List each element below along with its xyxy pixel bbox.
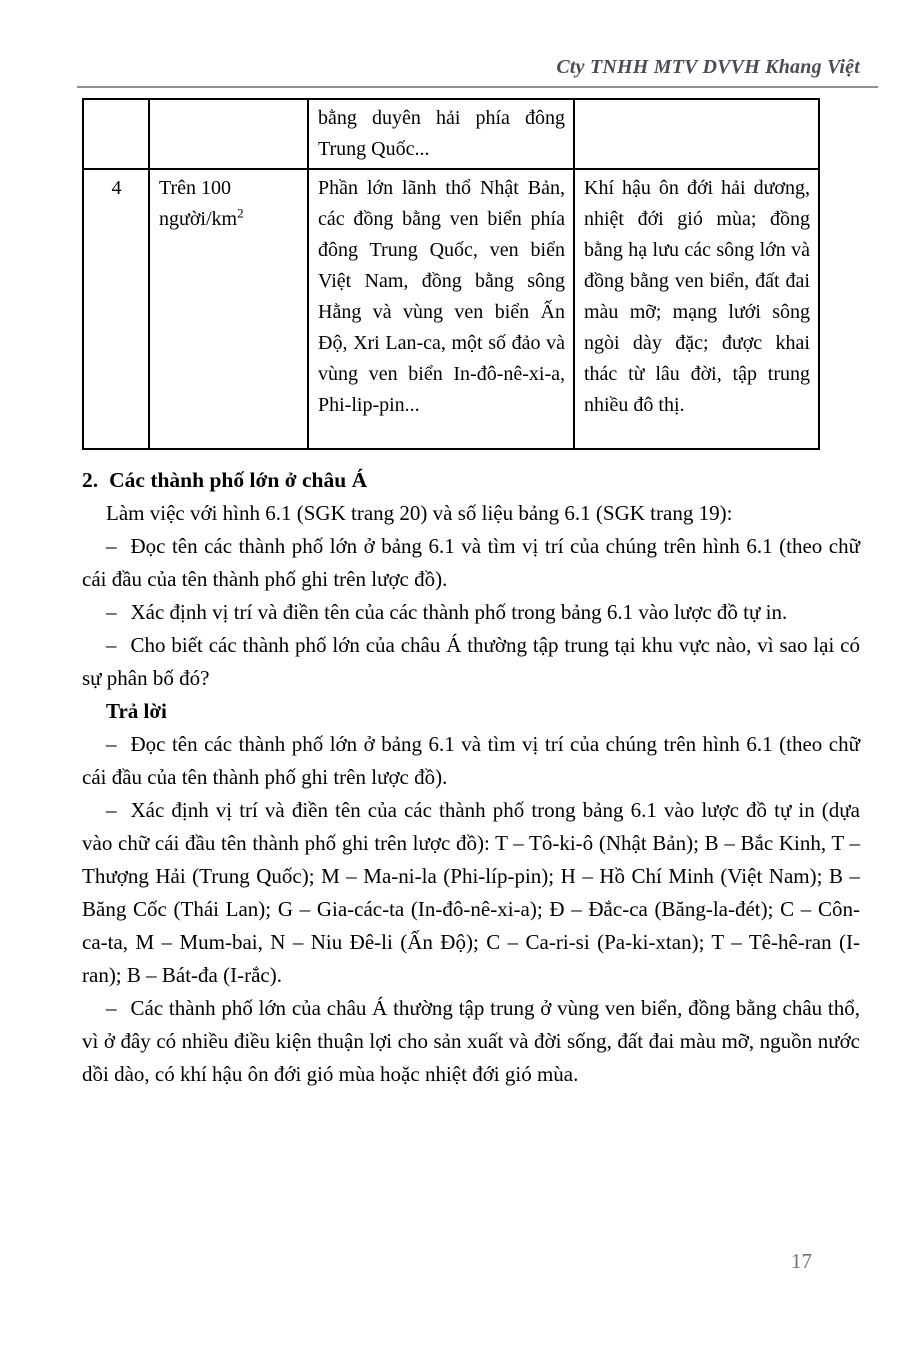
bullet-dash: –: [106, 534, 117, 558]
section-title: Các thành phố lớn ở châu Á: [109, 468, 368, 492]
page-header-brand: Cty TNHH MTV DVVH Khang Việt: [556, 56, 860, 78]
answer-bullet-1: [82, 728, 860, 794]
cell-row-number: [83, 99, 149, 169]
answer-heading: Trả lời: [106, 699, 167, 723]
bullet-text: Cho biết các thành phố lớn của châu Á thường tập trung tại khu vực nào, vì sao lại có sự phân bố đó?: [82, 633, 860, 690]
answer-bullet-2: [82, 794, 860, 992]
question-bullet-3: [82, 629, 860, 695]
bullet-text: Các thành phố lớn của châu Á thường tập trung ở vùng ven biển, đồng bằng châu thổ, vì ở đây có nhiều điều kiện thuận lợi cho sản xuất và đời sống, đất đai màu mỡ, nguồn nước dồi dào, có khí hậu ôn đới gió mùa hoặc nhiệt đới gió mùa.: [82, 996, 860, 1086]
table-row-4: [83, 169, 819, 449]
table-row-continuation: [83, 99, 819, 169]
section-2-heading: [82, 464, 860, 497]
cell-explanation: Khí hậu ôn đới hải dương, nhiệt đới gió mùa; đồng bằng hạ lưu các sông lớn và đồng bằng ven biển, đất đai màu mỡ; mạng lưới sông ngòi dày đặc; được khai thác từ lâu đời, tập trung nhiều đô thị.: [574, 169, 819, 449]
page-content: [82, 98, 860, 1091]
header-divider: [77, 86, 878, 88]
density-superscript: 2: [237, 205, 244, 221]
cell-row-number: 4: [83, 169, 149, 449]
bullet-dash: –: [106, 633, 117, 657]
bullet-dash: –: [106, 996, 117, 1020]
cell-density: [149, 169, 308, 449]
question-bullet-1: [82, 530, 860, 596]
population-density-table: [82, 98, 820, 450]
bullet-dash: –: [106, 600, 117, 624]
density-text: Trên 100 người/km: [159, 177, 238, 230]
cell-explanation: [574, 99, 819, 169]
cell-density: [149, 99, 308, 169]
bullet-text: Đọc tên các thành phố lớn ở bảng 6.1 và tìm vị trí của chúng trên hình 6.1 (theo chữ cái đầu của tên thành phố ghi trên lược đồ).: [82, 732, 860, 789]
bullet-dash: –: [106, 732, 117, 756]
question-bullet-2: [82, 596, 860, 629]
bullet-dash: –: [106, 798, 117, 822]
page-number: 17: [791, 1249, 812, 1273]
cell-distribution-areas: bằng duyên hải phía đông Trung Quốc...: [308, 99, 574, 169]
answer-bullet-3: [82, 992, 860, 1091]
section-number: 2.: [82, 468, 99, 492]
cell-distribution-areas: Phần lớn lãnh thổ Nhật Bản, các đồng bằng ven biển phía đông Trung Quốc, ven biển Việt Nam, đồng bằng sông Hằng và vùng ven biển Ấn Độ, Xri Lan-ca, một số đảo và vùng ven biển In-đô-nê-xi-a, Phi-lip-pin...: [308, 169, 574, 449]
bullet-text: Đọc tên các thành phố lớn ở bảng 6.1 và tìm vị trí của chúng trên hình 6.1 (theo chữ cái đầu của tên thành phố ghi trên lược đồ).: [82, 534, 860, 591]
bullet-text: Xác định vị trí và điền tên của các thành phố trong bảng 6.1 vào lược đồ tự in (dựa vào chữ cái đầu tên thành phố ghi trên lược đồ): T – Tô-ki-ô (Nhật Bản); B – Bắc Kinh, T – Thượng Hải (Trung Quốc); M – Ma-ni-la (Phi-líp-pin); H – Hồ Chí Minh (Việt Nam); B – Băng Cốc (Thái Lan); G – Gia-các-ta (In-đô-nê-xi-a); Đ – Đắc-ca (Băng-la-đét); C – Côn-ca-ta, M – Mum-bai, N – Niu Đê-li (Ấn Độ); C – Ca-ri-si (Pa-ki-xtan); T – Tê-hê-ran (I-ran); B – Bát-đa (I-rắc).: [82, 798, 860, 987]
bullet-text: Xác định vị trí và điền tên của các thành phố trong bảng 6.1 vào lược đồ tự in.: [130, 600, 788, 624]
section-intro: Làm việc với hình 6.1 (SGK trang 20) và số liệu bảng 6.1 (SGK trang 19):: [106, 501, 733, 525]
